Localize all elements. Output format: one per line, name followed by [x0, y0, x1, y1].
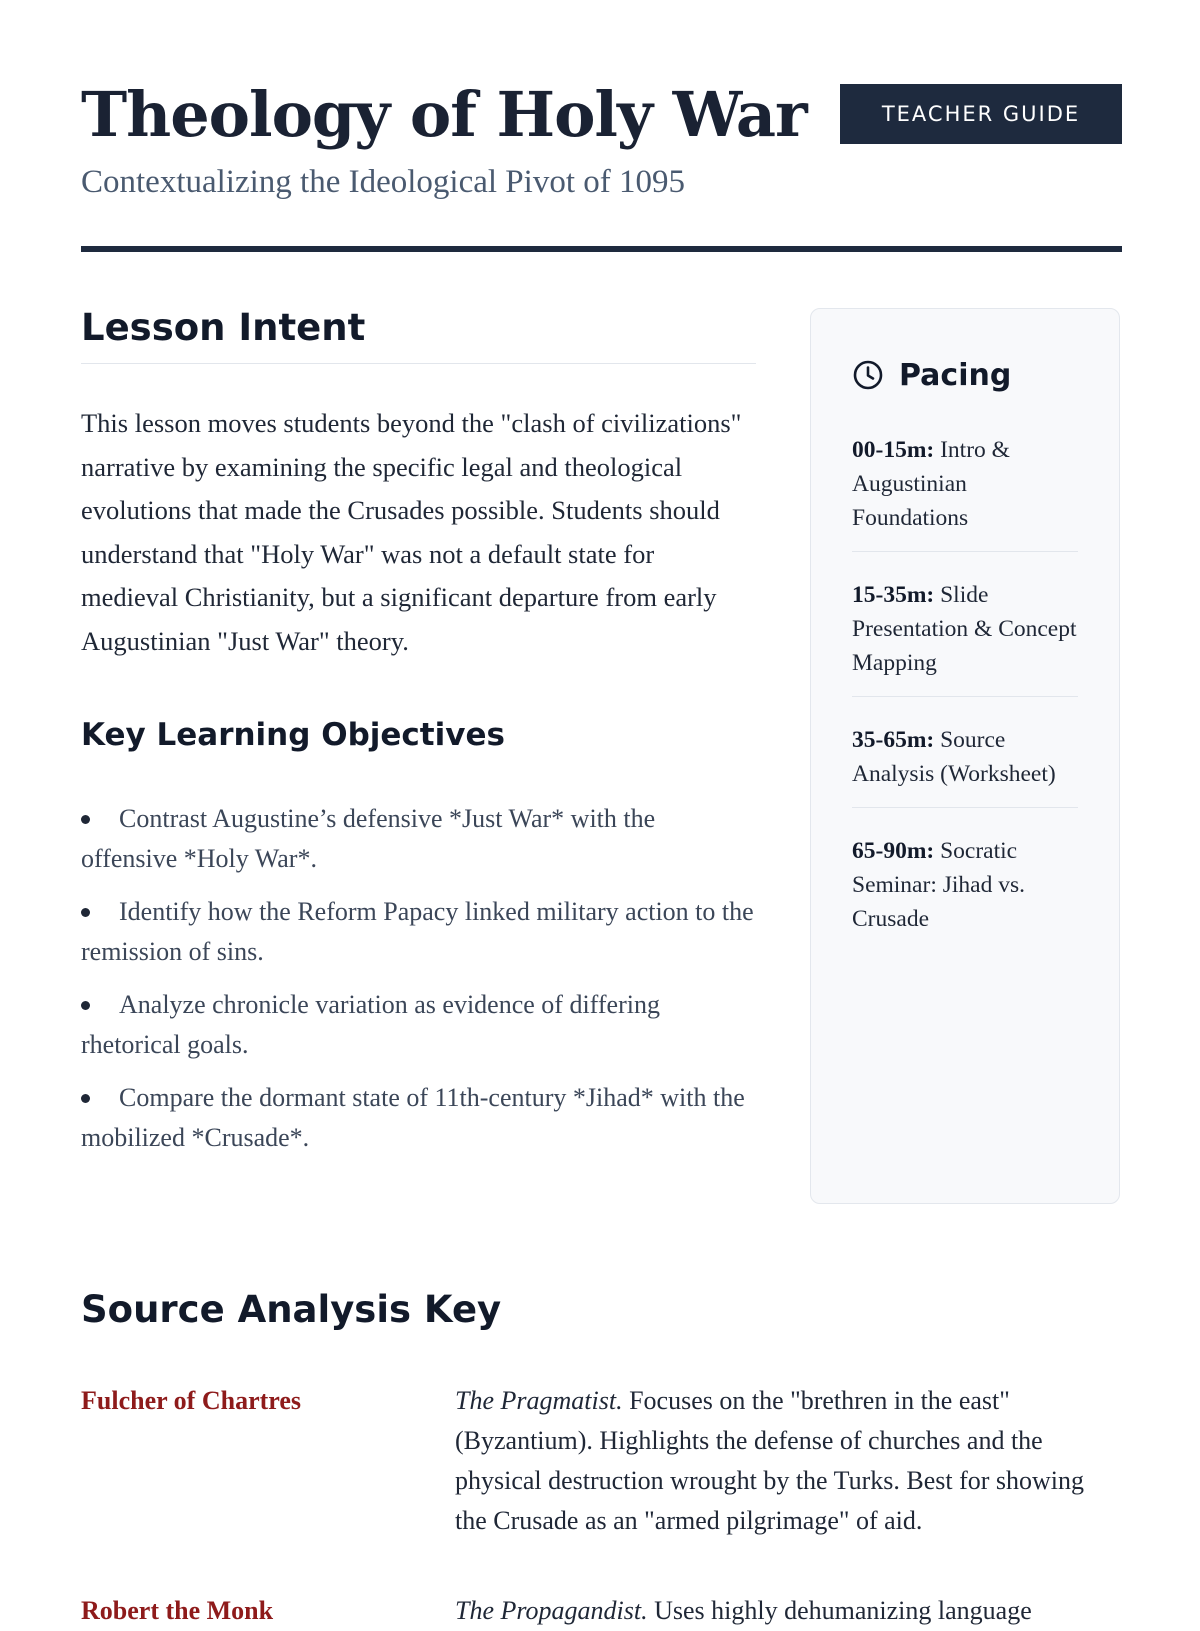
pacing-activity: Slide Presentation & Concept Mapping: [852, 582, 1077, 676]
pacing-activity: Intro & Augustinian Foundations: [852, 437, 1010, 531]
objective-text: Compare the dormant state of 11th-century *Jihad* with the mobilized *Crusade*.: [81, 1083, 745, 1152]
source-role: The Propagandist.: [455, 1596, 648, 1625]
lesson-intent-text: This lesson moves students beyond the "clash of civilizations" narrative by examining the specific legal and theological evolutions that made the Crusades possible. Students should understand that "Holy War" was not a default state for medieval Christianity, but a significant departure from early Augustinian "Just War" theory.: [81, 408, 742, 656]
pacing-time: 65-90m:: [852, 838, 935, 864]
source-description: [455, 1381, 1122, 1541]
teacher-guide-page: [81, 0, 1122, 1625]
source-analysis-section: [81, 1288, 1122, 1631]
objectives-list: [81, 799, 756, 1158]
source-description: [455, 1591, 1122, 1631]
source-entry: [81, 1591, 1122, 1631]
pacing-header: [852, 353, 1078, 397]
objective-text: Identify how the Reform Papacy linked military action to the remission of sins.: [81, 897, 754, 966]
source-name: Fulcher of Chartres: [81, 1386, 301, 1415]
pacing-time: 15-35m:: [852, 582, 935, 608]
pacing-activity: Socratic Seminar: Jihad vs. Crusade: [852, 838, 1025, 932]
pacing-title: Pacing: [899, 357, 1012, 393]
bullet-icon: [81, 908, 90, 917]
pacing-time: 00-15m:: [852, 437, 935, 463]
source-role: The Pragmatist.: [455, 1386, 623, 1415]
pacing-time: 35-65m:: [852, 727, 935, 753]
page-header: [81, 0, 1122, 254]
source-entry: [81, 1381, 1122, 1541]
bullet-icon: [81, 1094, 90, 1103]
teacher-guide-badge: TEACHER GUIDE: [840, 84, 1122, 144]
source-description-text: Uses highly dehumanizing language: [654, 1596, 1032, 1625]
objective-item: [81, 799, 756, 879]
bullet-icon: [81, 815, 90, 824]
source-analysis-heading: Source Analysis Key: [81, 1288, 502, 1331]
source-description-text: Focuses on the "brethren in the east" (Byzantium). Highlights the defense of churches and the physical destruction wrought by the Turks. Best for showing the Crusade as an "armed pilgrimage" of aid.: [455, 1386, 1085, 1535]
pacing-item: [852, 423, 1078, 552]
page-title: Theology of Holy War: [81, 78, 807, 151]
objective-item: [81, 1078, 756, 1158]
bullet-icon: [81, 1001, 90, 1010]
lesson-intent-heading: Lesson Intent: [81, 306, 756, 364]
objective-text: Analyze chronicle variation as evidence of differing rhetorical goals.: [81, 990, 660, 1059]
clock-icon: [852, 359, 884, 391]
header-divider: [81, 246, 1122, 252]
objective-text: Contrast Augustine’s defensive *Just War* with the offensive *Holy War*.: [81, 804, 656, 873]
pacing-item: [852, 824, 1078, 952]
pacing-list: [852, 423, 1078, 952]
lesson-main-column: [81, 306, 756, 1171]
objective-item: [81, 985, 756, 1065]
source-name: Robert the Monk: [81, 1596, 274, 1625]
page-subtitle: Contextualizing the Ideological Pivot of 1095: [81, 164, 685, 200]
pacing-item: [852, 568, 1078, 697]
objectives-heading: Key Learning Objectives: [81, 717, 505, 753]
pacing-card: [810, 308, 1120, 1204]
pacing-activity: Source Analysis (Worksheet): [852, 727, 1056, 787]
pacing-item: [852, 713, 1078, 808]
objective-item: [81, 892, 756, 972]
